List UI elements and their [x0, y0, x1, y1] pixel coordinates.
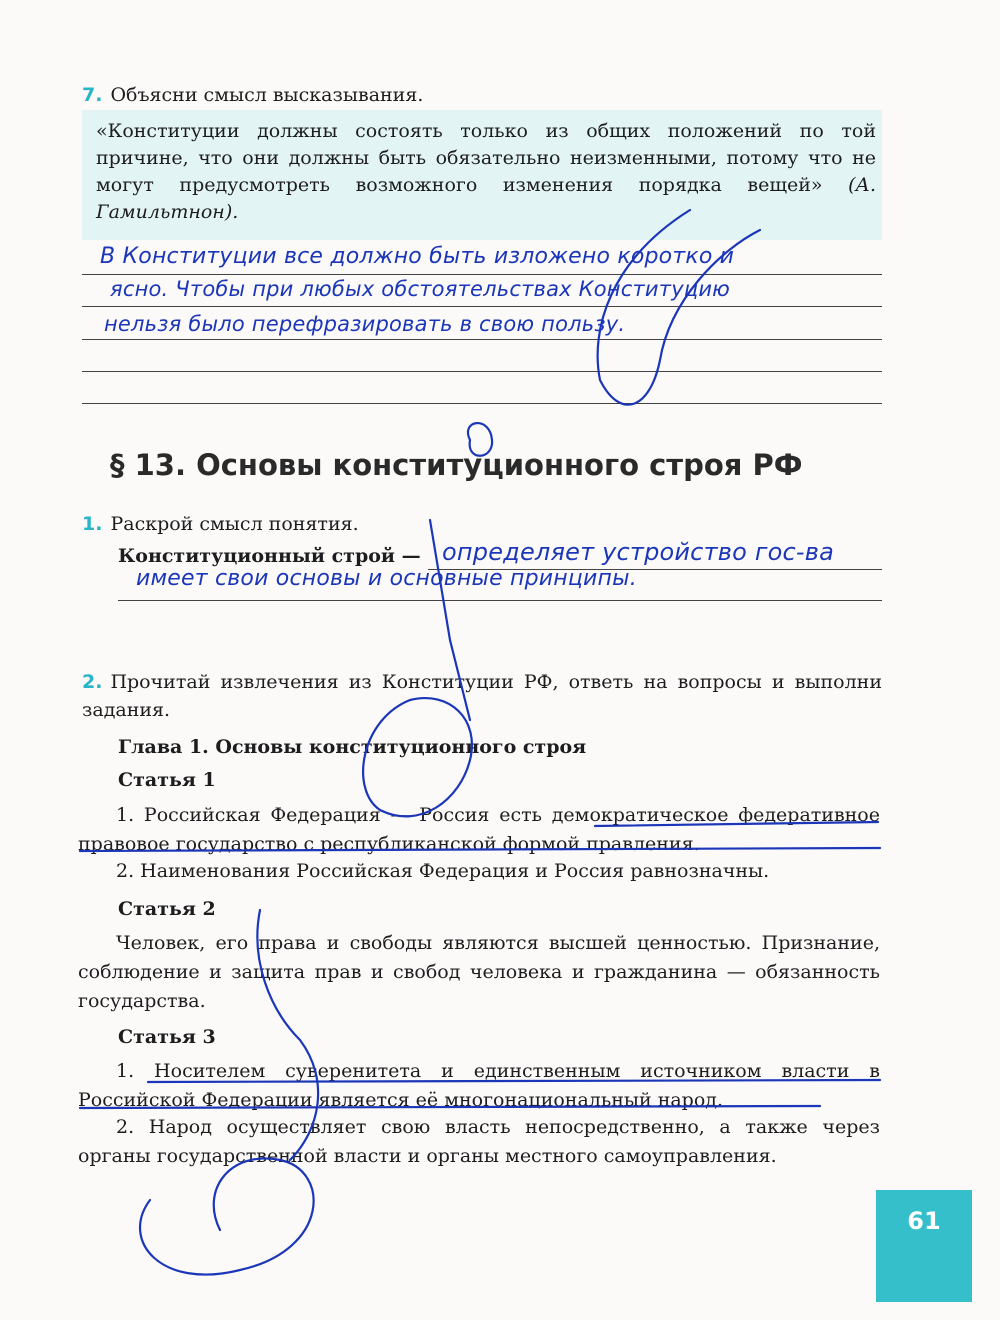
scribble-stroke: [140, 1158, 314, 1274]
quote-author: (А. Гамильтнон).: [96, 174, 876, 223]
article-title: Статья 1: [118, 769, 216, 791]
quote-text: «Конституции должны состоять только из общих положений по той причине, что они должны быть обязательно неизменными, потому что не могут предусмотреть возможного изменения порядка вещей»: [96, 120, 876, 196]
task-text: Раскрой смысл понятия.: [110, 513, 359, 535]
answer-line: [82, 306, 882, 307]
chapter-title: Глава 1. Основы конституционного строя: [118, 736, 587, 758]
quote: [96, 118, 876, 226]
article-paragraph: 2. Наименования Российская Федерация и Россия равнозначны.: [116, 860, 770, 882]
task-number: 7.: [82, 84, 103, 106]
task-7-prompt: [82, 84, 423, 106]
handwritten-definition: определяет устройство гос-ва: [442, 538, 835, 566]
term-label: Конституционный строй —: [118, 545, 421, 567]
article-title: Статья 2: [118, 898, 216, 920]
article-paragraph: 1. Российская Федерация — Россия есть демократическое федеративное правовое государство с республиканской формой правления.: [78, 804, 880, 855]
task-2-prompt: [82, 668, 882, 724]
task-number: 2.: [82, 671, 103, 693]
handwritten-answer-line: В Конституции все должно быть изложено коротко и: [100, 244, 735, 269]
task-text: Объясни смысл высказывания.: [110, 84, 424, 106]
article-paragraph: 1. Носителем суверенитета и единственным источником власти в Российской Федерации является её многонациональный народ.: [78, 1060, 880, 1111]
task-number: 1.: [82, 513, 103, 535]
article-paragraph: 2. Народ осуществляет свою власть непосредственно, а также через органы государственной власти и органы местного самоуправления.: [78, 1116, 880, 1167]
handwritten-answer-line: нельзя было перефразировать в свою пользу.: [104, 312, 626, 336]
article-title: Статья 3: [118, 1026, 216, 1048]
answer-line: [82, 403, 882, 404]
handwritten-answer-line: ясно. Чтобы при любых обстоятельствах Конституцию: [110, 277, 731, 301]
task-1-prompt: [82, 513, 359, 535]
article-paragraph: Человек, его права и свободы являются высшей ценностью. Признание, соблюдение и защита прав и свобод человека и гражданина — обязанность государства.: [78, 932, 880, 1012]
answer-line: [118, 600, 882, 601]
answer-line: [82, 339, 882, 340]
answer-line: [82, 371, 882, 372]
section-heading: § 13. Основы конституционного строя РФ: [110, 448, 803, 482]
page-number: 61: [876, 1190, 972, 1302]
handwritten-definition: имеет свои основы и основные принципы.: [136, 566, 637, 591]
task-text: Прочитай извлечения из Конституции РФ, ответь на вопросы и выполни задания.: [82, 671, 882, 721]
answer-line: [82, 274, 882, 275]
